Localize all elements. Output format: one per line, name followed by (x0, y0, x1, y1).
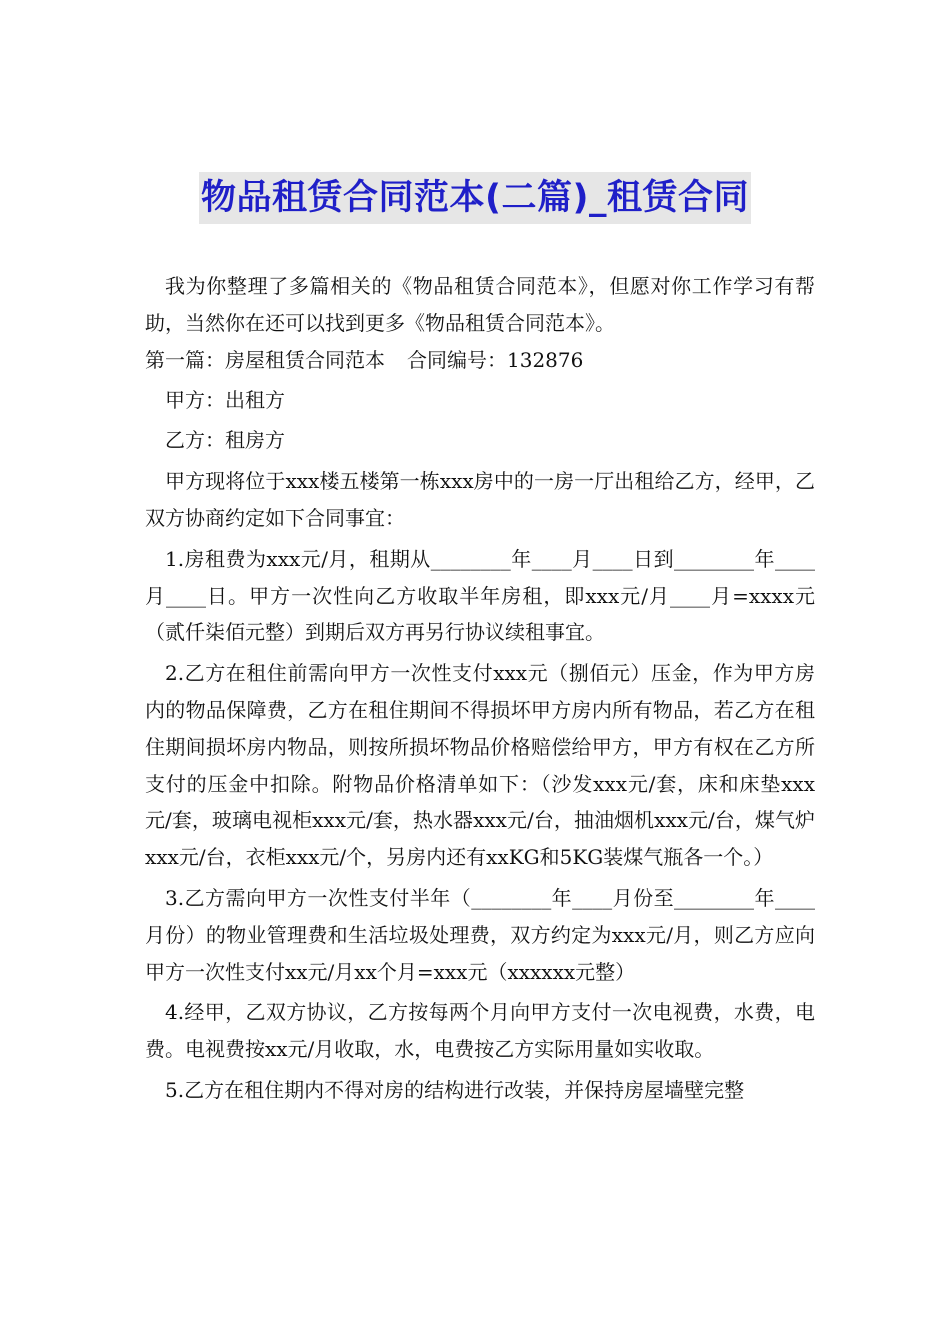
document-body (145, 268, 815, 1109)
preamble-paragraph: 甲方现将位于xxx楼五楼第一栋xxx房中的一房一厅出租给乙方，经甲，乙双方协商约定如下合同事宜： (145, 469, 815, 530)
document-title: 物品租赁合同范本(二篇)_租赁合同 (199, 172, 751, 224)
title-container (0, 172, 950, 224)
clause-2: 2.乙方在租住前需向甲方一次性支付xxx元（捌佰元）压金，作为甲方房内的物品保障费，乙方在租住期间不得损坏甲方房内所有物品，若乙方在租住期间损坏房内物品，则按所损坏物品价格赔偿给甲方，甲方有权在乙方所支付的压金中扣除。附物品价格清单如下：（沙发xxx元/套，床和床垫xxx元/套，玻璃电视柜xxx元/套，热水器xxx元/台，抽油烟机xxx元/台，煤气炉xxx元/台，衣柜xxx元/个，另房内还有xxKG和5KG装煤气瓶各一个。） (145, 661, 815, 870)
section-heading (145, 342, 815, 378)
party-b-line: 乙方：租房方 (165, 428, 285, 453)
intro-paragraph: 我为你整理了多篇相关的《物品租赁合同范本》，但愿对你工作学习有帮助，当然你在还可以找到更多《物品租赁合同范本》。 (145, 274, 815, 335)
clause-5: 5.乙方在租住期内不得对房的结构进行改装，并保持房屋墙壁完整 (165, 1077, 745, 1102)
clause-3: 3.乙方需向甲方一次性支付半年（________年____月份至________年____月份）的物业管理费和生活垃圾处理费，双方约定为xxx元/月，则乙方应向甲方一次性支付xx元/月xx个月=xxx元（xxxxxx元整） (145, 885, 815, 984)
clause-1: 1.房租费为xxx元/月，租期从________年____月____日到________年____月____日。甲方一次性向乙方收取半年房租，即xxx元/月____月=xxxx元（贰仟柒佰元整）到期后双方再另行协议续租事宜。 (145, 546, 815, 645)
contract-number: 合同编号：132876 (407, 347, 584, 372)
section-heading-label: 第一篇：房屋租赁合同范本 (145, 347, 385, 372)
party-a-line: 甲方：出租方 (165, 387, 285, 412)
clause-4: 4.经甲，乙双方协议，乙方按每两个月向甲方支付一次电视费，水费，电费。电视费按xx元/月收取，水，电费按乙方实际用量如实收取。 (145, 1000, 815, 1062)
